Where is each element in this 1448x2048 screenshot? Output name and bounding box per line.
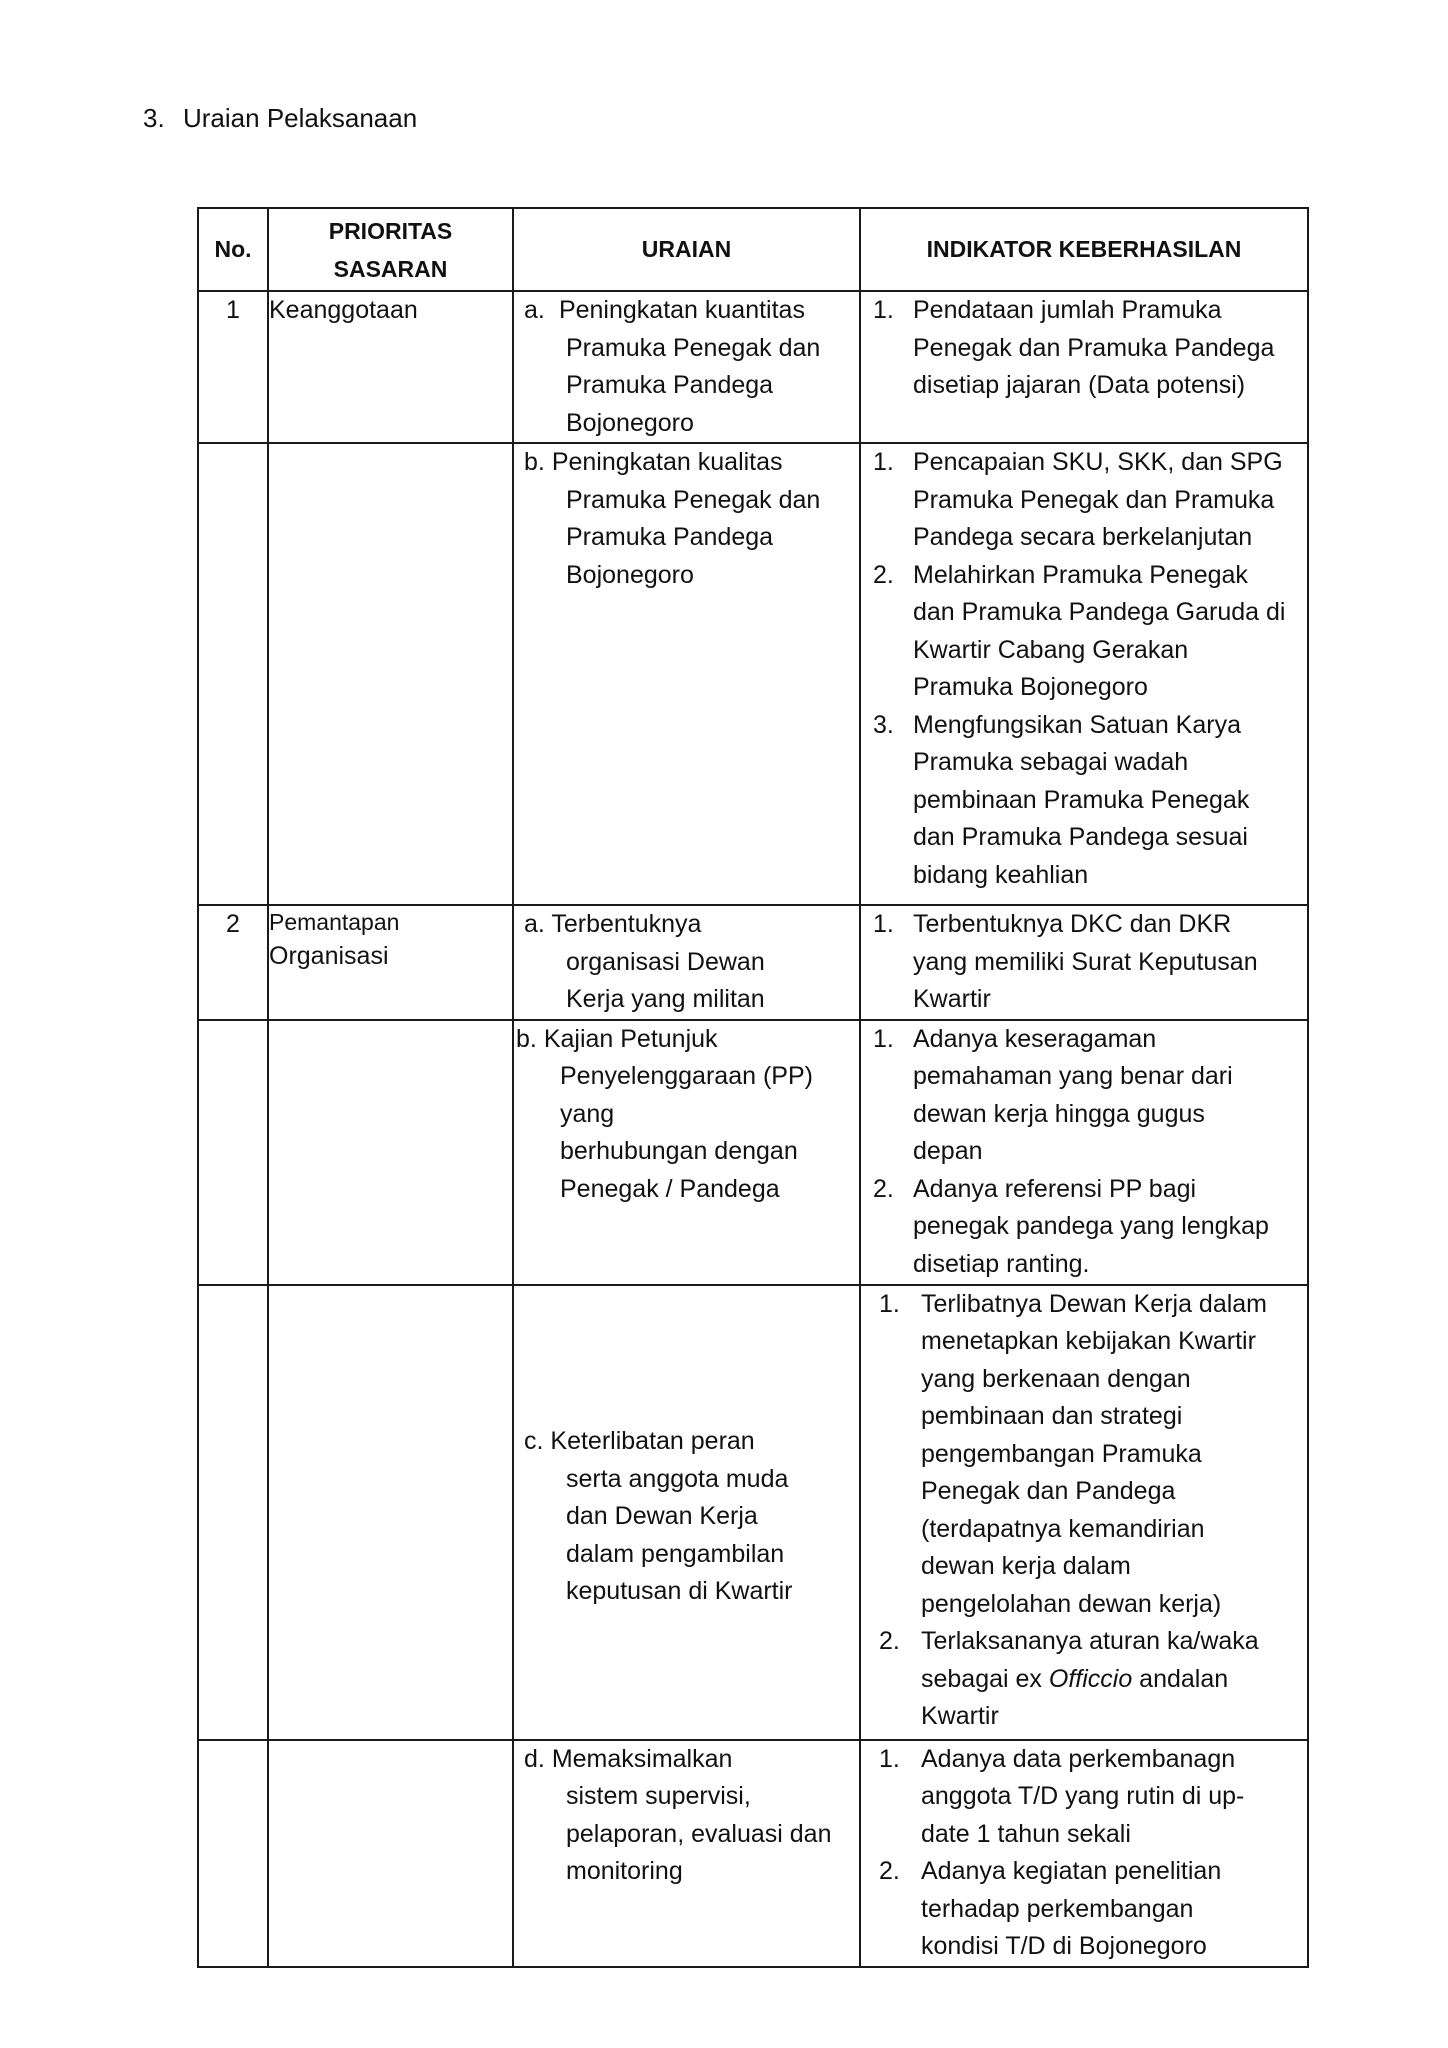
indikator-cell: [860, 443, 1308, 905]
uraian-item: b. Peningkatan kualitas: [524, 448, 783, 476]
uraian-cell: b. Kajian Petunjuk Penyelenggaraan (PP) yang berhubungan dengan Penegak / Pandega: [513, 1020, 860, 1285]
indikator-cell: [860, 1285, 1308, 1740]
header-indikator: INDIKATOR KEBERHASILAN: [860, 208, 1308, 291]
uraian-item: a. Peningkatan kuantitas: [524, 296, 805, 324]
indicator-item: 1. Adanya keseragaman pemahaman yang benar dari dewan kerja hingga gugus depan: [873, 1024, 1233, 1165]
indicator-item: 1. Terbentuknya DKC dan DKR yang memiliki Surat Keputusan Kwartir: [873, 910, 1258, 1013]
priority-cell: [268, 1020, 513, 1285]
table-row: [198, 1740, 1308, 1967]
row-number: [198, 1740, 268, 1967]
uraian-item: d. Memaksimalkan: [524, 1744, 733, 1773]
header-uraian: URAIAN: [513, 208, 860, 291]
indikator-cell: [860, 291, 1308, 443]
indicator-item: 3. Mengfungsikan Satuan Karya Pramuka sebagai wadah pembinaan Pramuka Penegak dan Pramuka Pandega sesuai bidang keahlian: [873, 710, 1250, 889]
row-number: [198, 1020, 268, 1285]
table-row: [198, 1285, 1308, 1740]
uraian-cell: a. Terbentuknya organisasi Dewan Kerja yang militan: [513, 905, 860, 1020]
priority-cell: [268, 1740, 513, 1967]
section-title: Uraian Pelaksanaan: [183, 103, 418, 133]
header-prioritas: PRIORITAS SASARAN: [268, 208, 513, 291]
priority-cell: [268, 1285, 513, 1740]
implementation-table: [197, 207, 1309, 1968]
row-number: [198, 443, 268, 905]
indicator-item: 2. Melahirkan Pramuka Penegak dan Pramuka Pandega Garuda di Kwartir Cabang Gerakan Pramuka Bojonegoro: [873, 560, 1286, 701]
indikator-cell: [860, 1740, 1308, 1967]
table-row: [198, 443, 1308, 905]
section-number: 3.: [143, 103, 165, 133]
uraian-cell: d. Memaksimalkan sistem supervisi, pelaporan, evaluasi dan monitoring: [513, 1740, 860, 1967]
row-number: 1: [198, 291, 268, 443]
row-number: [198, 1285, 268, 1740]
indicator-item: 1. Adanya data perkembanagn anggota T/D yang rutin di up- date 1 tahun sekali: [879, 1744, 1245, 1848]
uraian-cell: a. Peningkatan kuantitas Pramuka Penegak dan Pramuka Pandega Bojonegoro: [513, 291, 860, 443]
row-number: 2: [198, 905, 268, 1020]
section-heading: [143, 100, 417, 136]
indicator-item: 1. Terlibatnya Dewan Kerja dalam menetapkan kebijakan Kwartir yang berkenaan dengan pembinaan dan strategi pengembangan Pramuka Penegak dan Pandega (terdapatnya kemandirian dewan kerja dalam pengelolahan dewan kerja): [879, 1289, 1268, 1618]
indicator-item: 1. Pendataan jumlah Pramuka Penegak dan Pramuka Pandega disetiap jajaran (Data potensi): [873, 296, 1275, 399]
priority-cell: Pemantapan Organisasi: [268, 905, 513, 1020]
uraian-cell: b. Peningkatan kualitas Pramuka Penegak dan Pramuka Pandega Bojonegoro: [513, 443, 860, 905]
uraian-item: c. Keterlibatan peran: [524, 1427, 755, 1456]
uraian-item: a. Terbentuknya: [524, 910, 702, 938]
header-no: No.: [198, 208, 268, 291]
indicator-item: 2. Terlaksananya aturan ka/waka sebagai ex Officcio andalan Kwartir: [879, 1627, 1259, 1730]
uraian-item: b. Kajian Petunjuk: [516, 1024, 718, 1053]
indikator-cell: [860, 1020, 1308, 1285]
table-row: [198, 291, 1308, 443]
indicator-item: 2. Adanya kegiatan penelitian terhadap perkembangan kondisi T/D di Bojonegoro: [879, 1857, 1222, 1960]
indikator-cell: [860, 905, 1308, 1020]
priority-cell: Keanggotaan: [268, 291, 513, 443]
indicator-item: 2. Adanya referensi PP bagi penegak pandega yang lengkap disetiap ranting.: [873, 1174, 1269, 1278]
table-header-row: [198, 208, 1308, 291]
indicator-item: 1. Pencapaian SKU, SKK, dan SPG Pramuka Penegak dan Pramuka Pandega secara berkelanjutan: [873, 448, 1283, 551]
table-row: [198, 1020, 1308, 1285]
priority-cell: [268, 443, 513, 905]
table-row: [198, 905, 1308, 1020]
uraian-cell: c. Keterlibatan peran serta anggota muda dan Dewan Kerja dalam pengambilan keputusan di Kwartir: [513, 1285, 860, 1740]
